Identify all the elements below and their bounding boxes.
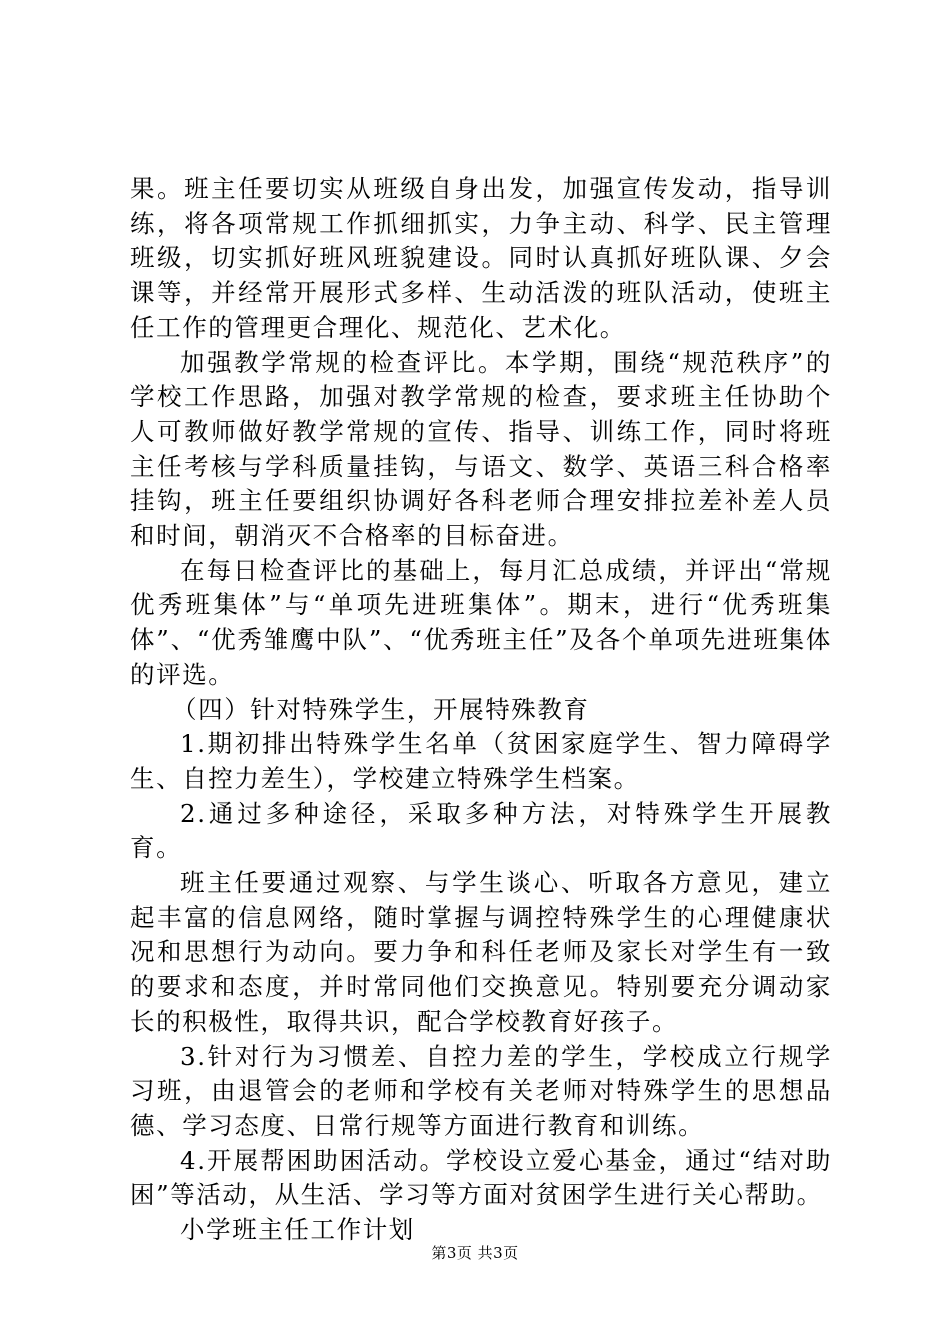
list-item-1: 1.期初排出特殊学生名单（贫困家庭学生、智力障碍学生、自控力差生），学校建立特殊学生档案。 bbox=[130, 729, 832, 793]
paragraph-daily-evaluation: 在每日检查评比的基础上，每月汇总成绩，并评出“常规优秀班集体”与“单项先进班集体”。期末，进行“优秀班集体”、“优秀雏鹰中队”、“优秀班主任”及各个单项先进班集体的评选。 bbox=[130, 555, 832, 689]
page-footer bbox=[0, 1243, 950, 1263]
list-item-3: 3.针对行为习惯差、自控力差的学生，学校成立行规学习班，由退管会的老师和学校有关老师对特殊学生的思想品德、学习态度、日常行规等方面进行教育和训练。 bbox=[130, 1041, 832, 1140]
section-heading-special-education: （四）针对特殊学生，开展特殊教育 bbox=[172, 694, 590, 724]
paragraph-continuation: 果。班主任要切实从班级自身出发，加强宣传发动，指导训练，将各项常规工作抓细抓实，力争主动、科学、民主管理班级，切实抓好班风班貌建设。同时认真抓好班队课、夕会课等，并经常开展形式多样、生动活泼的班队活动，使班主任工作的管理更合理化、规范化、艺术化。 bbox=[130, 174, 832, 342]
page-number: 第3页 共3页 bbox=[431, 1244, 519, 1262]
paragraph-teaching-routine: 加强教学常规的检查评比。本学期，围绕“规范秩序”的学校工作思路，加强对教学常规的检查，要求班主任协助个人可教师做好教学常规的宣传、指导、训练工作，同时将班主任考核与学科质量挂钩，与语文、数学、英语三科合格率挂钩，班主任要组织协调好各科老师合理安排拉差补差人员和时间，朝消灭不合格率的目标奋进。 bbox=[130, 347, 832, 551]
document-body bbox=[130, 172, 832, 1248]
list-item-4: 4.开展帮困助困活动。学校设立爱心基金，通过“结对助困”等活动，从生活、学习等方面对贫困学生进行关心帮助。 bbox=[130, 1145, 832, 1210]
list-item-2: 2.通过多种途径，采取多种方法，对特殊学生开展教育。 bbox=[130, 798, 832, 863]
closing-title: 小学班主任工作计划 bbox=[180, 1215, 415, 1245]
paragraph-teacher-observation: 班主任要通过观察、与学生谈心、听取各方意见，建立起丰富的信息网络，随时掌握与调控特殊学生的心理健康状况和思想行为动向。要力争和科任老师及家长对学生有一致的要求和态度，并时常同他们交换意见。特别要充分调动家长的积极性，取得共识，配合学校教育好孩子。 bbox=[130, 868, 832, 1036]
